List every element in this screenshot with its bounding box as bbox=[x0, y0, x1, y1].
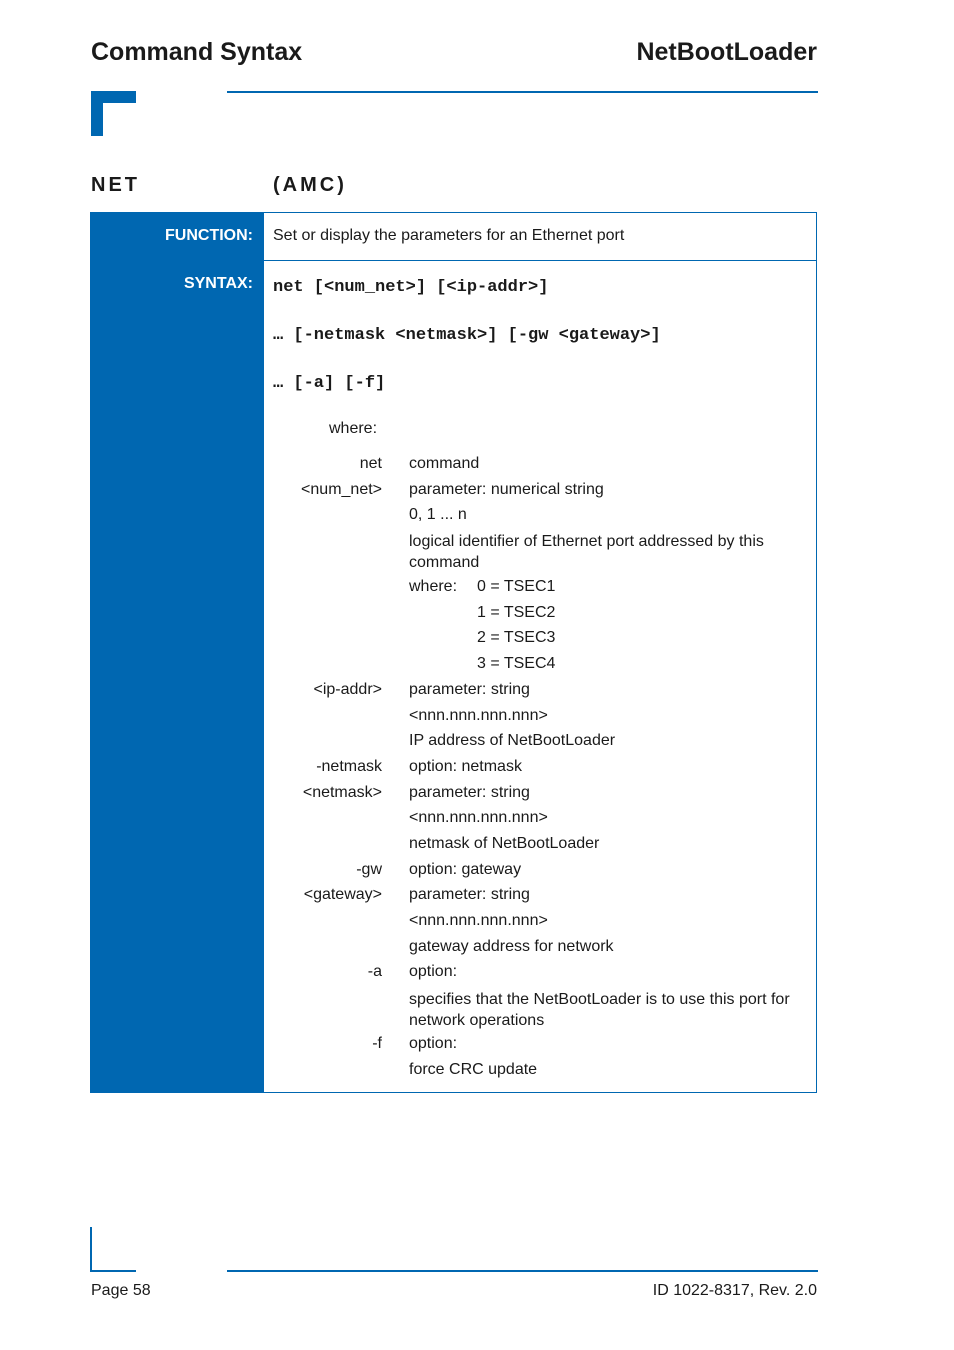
page-number: Page 58 bbox=[91, 1282, 151, 1299]
footer-rule bbox=[227, 1270, 818, 1272]
document-id: ID 1022-8317, Rev. 2.0 bbox=[652, 1282, 817, 1299]
where-label: where: bbox=[329, 420, 378, 437]
footer-corner-vertical bbox=[90, 1227, 92, 1272]
param-format-ip-addr: <nnn.nnn.nnn.nnn> bbox=[409, 707, 548, 724]
command-name: NET bbox=[91, 174, 140, 196]
param-name-netmask: <netmask> bbox=[302, 784, 382, 801]
section-title: Command Syntax bbox=[91, 38, 303, 66]
corner-mark-vertical bbox=[91, 91, 103, 136]
param-name-num-net: <num_net> bbox=[301, 481, 382, 498]
function-description: Set or display the parameters for an Ethernet port bbox=[273, 227, 625, 244]
param-detail-f-option: force CRC update bbox=[409, 1061, 538, 1078]
param-desc-ip-addr: parameter: string bbox=[409, 681, 530, 698]
footer-corner-horizontal bbox=[90, 1270, 136, 1272]
param-detail-gateway: gateway address for network bbox=[409, 938, 614, 955]
param-desc-gateway: parameter: string bbox=[409, 886, 530, 903]
row-divider bbox=[264, 260, 817, 261]
param-desc-netmask: parameter: string bbox=[409, 784, 530, 801]
num-net-value-1: 1 = TSEC2 bbox=[477, 604, 556, 621]
param-name-netmask-option: -netmask bbox=[316, 758, 382, 775]
param-name-ip-addr: <ip-addr> bbox=[313, 681, 382, 698]
function-label: FUNCTION: bbox=[165, 227, 253, 244]
num-net-value-3: 3 = TSEC4 bbox=[477, 655, 556, 672]
num-net-value-2: 2 = TSEC3 bbox=[477, 629, 556, 646]
syntax-line-1: net [<num_net>] [<ip-addr>] bbox=[273, 278, 549, 297]
param-detail-ip-addr: IP address of NetBootLoader bbox=[409, 732, 616, 749]
document-title: NetBootLoader bbox=[636, 38, 817, 66]
param-detail-a-option: specifies that the NetBootLoader is to use this port for network operations bbox=[409, 991, 790, 1029]
param-name-gateway: <gateway> bbox=[303, 886, 382, 903]
param-format-netmask: <nnn.nnn.nnn.nnn> bbox=[409, 809, 548, 826]
param-desc-netmask-option: option: netmask bbox=[409, 758, 522, 775]
param-desc-gw-option: option: gateway bbox=[409, 861, 522, 878]
num-net-value-0: 0 = TSEC1 bbox=[477, 578, 556, 595]
syntax-line-2: … [-netmask <netmask>] [-gw <gateway>] bbox=[273, 326, 661, 345]
syntax-line-3: … [-a] [-f] bbox=[273, 374, 386, 393]
param-detail-netmask: netmask of NetBootLoader bbox=[409, 835, 600, 852]
param-name-a-option: -a bbox=[367, 963, 382, 980]
param-desc-a-option: option: bbox=[409, 963, 458, 980]
param-desc-num-net: parameter: numerical string bbox=[409, 481, 604, 498]
param-range-num-net: 0, 1 ... n bbox=[409, 506, 467, 523]
param-name-f-option: -f bbox=[372, 1035, 382, 1052]
header-rule bbox=[227, 91, 818, 93]
param-where-num-net: where: bbox=[409, 578, 458, 595]
param-name-gw-option: -gw bbox=[356, 861, 382, 878]
param-desc-net: command bbox=[409, 455, 480, 472]
syntax-label: SYNTAX: bbox=[183, 275, 253, 292]
param-desc-f-option: option: bbox=[409, 1035, 458, 1052]
param-name-net: net bbox=[359, 455, 382, 472]
param-format-gateway: <nnn.nnn.nnn.nnn> bbox=[409, 912, 548, 929]
command-group: (AMC) bbox=[273, 174, 347, 196]
param-detail-num-net: logical identifier of Ethernet port addressed by this command bbox=[409, 533, 764, 571]
